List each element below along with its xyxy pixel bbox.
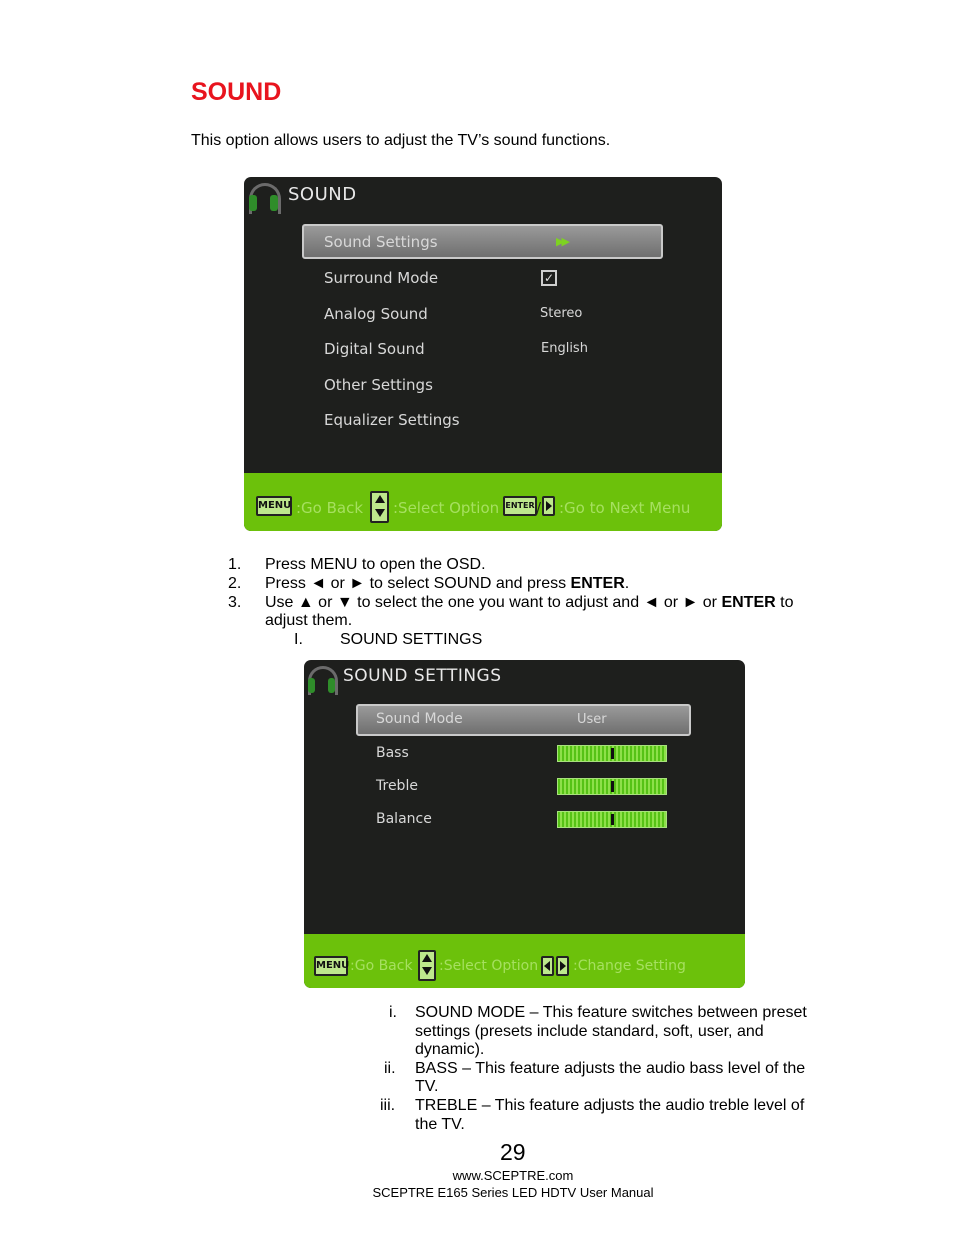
footer-slash: /	[536, 499, 542, 517]
up-down-key-icon	[418, 950, 436, 981]
digital-sound-value: English	[541, 341, 588, 356]
bass-slider-thumb[interactable]	[611, 748, 614, 759]
step-3-text: Use ▲ or ▼ to select the one you want to adjust and ◄ or ► or ENTER to	[265, 594, 794, 611]
desc-i-line2: settings (presets include standard, soft, user, and	[415, 1023, 764, 1040]
next-arrows-icon: ▶▶	[556, 235, 567, 248]
analog-sound-value: Stereo	[540, 306, 583, 321]
enter-key-icon: ENTER	[503, 496, 537, 516]
right-key-icon	[556, 956, 569, 976]
footer-select-option: :Select Option	[439, 958, 539, 974]
step-1-text: Press MENU to open the OSD.	[265, 556, 486, 573]
menu-item-other-settings[interactable]: Other Settings	[324, 376, 433, 394]
menu-item-sound-settings[interactable]: Sound Settings	[324, 233, 438, 251]
treble-slider-thumb[interactable]	[611, 781, 614, 792]
menu-key-icon: MENU	[314, 956, 348, 976]
balance-slider[interactable]	[557, 811, 667, 828]
section-title: SOUND	[191, 78, 282, 106]
osd-footer	[244, 473, 722, 531]
desc-iii-line1: TREBLE – This feature adjusts the audio treble level of	[415, 1097, 805, 1114]
menu-item-balance[interactable]: Balance	[376, 811, 432, 827]
menu-item-analog-sound[interactable]: Analog Sound	[324, 305, 428, 323]
menu-item-surround-mode[interactable]: Surround Mode	[324, 269, 439, 287]
bass-slider[interactable]	[557, 745, 667, 762]
footer-go-back: :Go Back	[296, 499, 364, 517]
desc-i-number: i.	[389, 1004, 397, 1021]
sound-osd-screenshot	[244, 177, 722, 531]
treble-slider[interactable]	[557, 778, 667, 795]
step-1-number: 1.	[228, 556, 242, 573]
website-footer: www.SCEPTRE.com	[452, 1168, 574, 1183]
footer-next-menu: :Go to Next Menu	[559, 499, 691, 517]
osd-footer	[304, 934, 745, 988]
menu-item-equalizer-settings[interactable]: Equalizer Settings	[324, 411, 460, 429]
desc-ii-number: ii.	[384, 1060, 396, 1077]
step-2-text: Press ◄ or ► to select SOUND and press ENTER.	[265, 575, 630, 592]
desc-i-line1: SOUND MODE – This feature switches between preset	[415, 1004, 807, 1021]
menu-item-bass[interactable]: Bass	[376, 745, 409, 761]
desc-ii-line2: TV.	[415, 1078, 439, 1095]
sound-settings-osd-screenshot	[304, 660, 745, 988]
menu-item-treble[interactable]: Treble	[376, 778, 418, 794]
desc-iii-line2: the TV.	[415, 1116, 465, 1133]
step-2-number: 2.	[228, 575, 242, 592]
subsection-title: SOUND SETTINGS	[340, 631, 483, 648]
subsection-number: I.	[294, 631, 303, 648]
desc-iii-number: iii.	[380, 1097, 396, 1114]
step-3-number: 3.	[228, 594, 242, 611]
balance-slider-thumb[interactable]	[611, 814, 614, 825]
up-down-key-icon	[370, 491, 389, 523]
sound-mode-value: User	[577, 712, 607, 727]
osd-title: SOUND	[288, 184, 357, 205]
menu-item-digital-sound[interactable]: Digital Sound	[324, 340, 425, 358]
right-key-icon	[542, 496, 555, 516]
desc-i-line3: dynamic).	[415, 1041, 485, 1058]
footer-select-option: :Select Option	[393, 499, 500, 517]
menu-item-sound-mode[interactable]: Sound Mode	[376, 711, 463, 727]
left-key-icon	[541, 956, 554, 976]
osd-title: SOUND SETTINGS	[343, 666, 502, 686]
checkbox-checked-icon[interactable]: ✓	[541, 270, 557, 286]
desc-ii-line1: BASS – This feature adjusts the audio bass level of the	[415, 1060, 806, 1077]
step-3-text-line2: adjust them.	[265, 612, 353, 629]
manual-title-footer: SCEPTRE E165 Series LED HDTV User Manual	[372, 1185, 654, 1200]
footer-change-setting: :Change Setting	[573, 958, 686, 974]
intro-text: This option allows users to adjust the TV’s sound functions.	[191, 132, 611, 149]
menu-key-icon: MENU	[256, 496, 292, 516]
footer-go-back: :Go Back	[350, 958, 413, 974]
page-number: 29	[500, 1139, 526, 1165]
